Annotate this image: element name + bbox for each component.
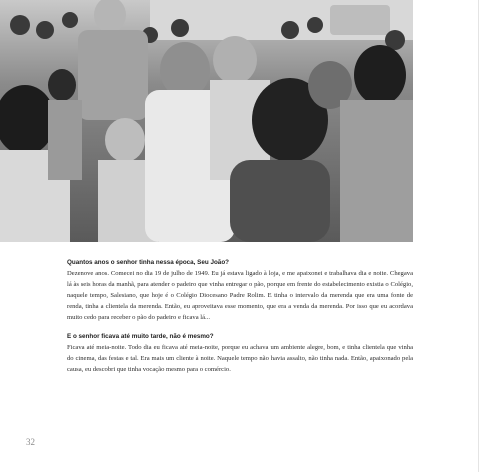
page-number: 32 <box>26 437 35 447</box>
crowd-photo-illustration <box>0 0 413 242</box>
page-edge-divider <box>478 0 479 472</box>
question-2: E o senhor ficava até muito tarde, não é mesmo? <box>67 333 214 341</box>
crowd-photo <box>0 0 413 242</box>
answer-2: Ficava até meia-noite. Todo dia eu ficava até meia-noite, porque eu achava um ambiente alegre, bom, e tinha clientela que vinha do cinema, das festas e tal. Era mais um cliente à noite. Naquele tempo não havia assalto, não tinha nada. Então, apaixonado pela causa, eu descobri que tinha vocação mesmo para o comércio. <box>67 344 413 374</box>
answer-1: Dezenove anos. Comecei no dia 19 de julho de 1949. Eu já estava ligado à loja, e me apaixonei e trabalhava dia e noite. Chegava lá às seis horas da manhã, para atender o padeiro que vinha entregar o pão, porque em frente do estabelecimento existia o Colégio, naquele tempo, Salesiano, que hoje é o Colégio Diocesano Padre Rolim. E tinha o intervalo da merenda que era uma fonte de renda, tinha a clientela da merenda. Então, eu aproveitava esse momento, que era a venda da merenda. Por isso que eu acordava muito cedo para receber o pão do padeiro e ficava lá... <box>67 269 413 321</box>
interview-text <box>67 258 413 376</box>
question-1: Quantos anos o senhor tinha nessa época, Seu João? <box>67 259 230 266</box>
